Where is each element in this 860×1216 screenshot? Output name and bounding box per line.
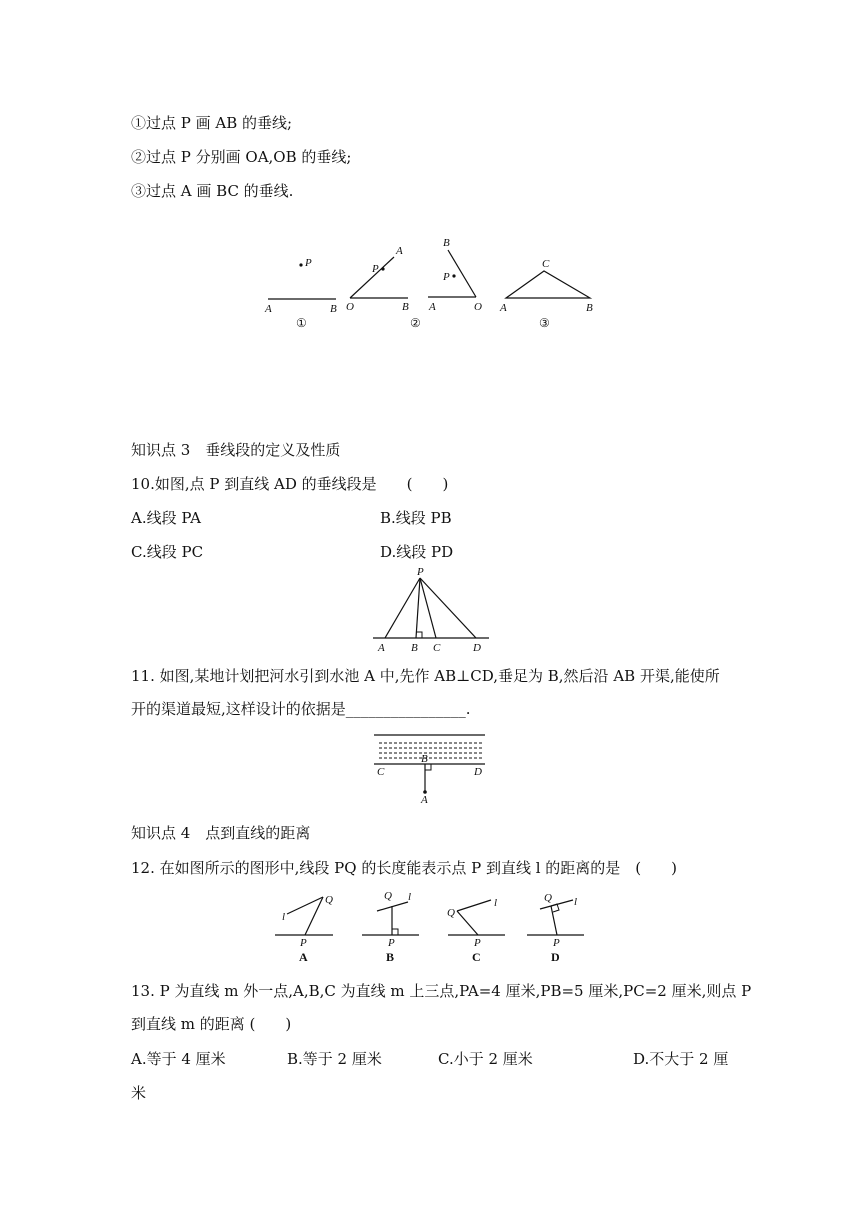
- svg-text:②: ②: [410, 316, 421, 330]
- q9-fig2b-ray-ob: [448, 250, 476, 297]
- section-3-title: 知识点 3 垂线段的定义及性质: [131, 441, 341, 459]
- svg-text:P: P: [553, 937, 560, 949]
- q9-figure: [0, 235, 860, 345]
- svg-text:B: B: [402, 301, 409, 313]
- q13-line-2: 到直线 m 的距离 ( ): [131, 1015, 292, 1033]
- svg-text:P: P: [417, 566, 424, 578]
- q9-item-2: ②过点 P 分别画 OA,OB 的垂线;: [131, 148, 352, 166]
- q11-line-1: 11. 如图,某地计划把河水引到水池 A 中,先作 AB⊥CD,垂足为 B,然后沿 AB 开渠,能使所: [131, 667, 720, 685]
- svg-text:C: C: [433, 642, 441, 654]
- svg-text:A: A: [396, 245, 403, 257]
- svg-text:B: B: [443, 237, 450, 249]
- q10-option-b: B.线段 PB: [380, 509, 452, 527]
- q10-figure: [0, 565, 860, 655]
- q10-option-a: A.线段 PA: [131, 509, 201, 527]
- q10-stem: 10.如图,点 P 到直线 AD 的垂线段是 ( ): [131, 475, 449, 493]
- svg-text:B: B: [411, 642, 418, 654]
- svg-text:A: A: [429, 301, 436, 313]
- q13-option-c: C.小于 2 厘米: [438, 1050, 533, 1068]
- svg-text:A: A: [299, 950, 308, 964]
- svg-text:B: B: [386, 950, 395, 964]
- svg-text:B: B: [421, 753, 428, 765]
- svg-text:l: l: [574, 896, 578, 908]
- q13-line-1: 13. P 为直线 m 外一点,A,B,C 为直线 m 上三点,PA=4 厘米,PB=5 厘米,PC=2 厘米,则点 P: [131, 982, 752, 1000]
- svg-text:C: C: [377, 766, 385, 778]
- q9-fig1-label-p: P: [305, 257, 312, 269]
- q11-line-2: 开的渠道最短,这样设计的依据是________________.: [131, 700, 471, 718]
- q13-option-a: A.等于 4 厘米: [131, 1050, 226, 1068]
- q10-option-c: C.线段 PC: [131, 543, 204, 561]
- svg-text:P: P: [300, 937, 307, 949]
- svg-text:A: A: [500, 302, 507, 314]
- svg-text:l: l: [282, 911, 286, 923]
- svg-text:D: D: [473, 642, 481, 654]
- svg-text:P: P: [372, 263, 379, 275]
- svg-text:Q: Q: [544, 892, 552, 904]
- svg-text:O: O: [346, 301, 354, 313]
- svg-text:Q: Q: [384, 890, 392, 902]
- svg-text:A: A: [421, 794, 428, 806]
- svg-text:O: O: [474, 301, 482, 313]
- q12-stem: 12. 在如图所示的图形中,线段 PQ 的长度能表示点 P 到直线 l 的距离的是 ( ): [131, 859, 677, 877]
- q9-item-3: ③过点 A 画 BC 的垂线.: [131, 182, 294, 200]
- q9-fig1-point-p: [299, 263, 302, 266]
- svg-text:P: P: [388, 937, 395, 949]
- q13-option-d-tail: 米: [131, 1084, 147, 1102]
- svg-text:B: B: [586, 302, 593, 314]
- q13-option-d: D.不大于 2 厘: [633, 1050, 729, 1068]
- svg-text:Q: Q: [325, 894, 333, 906]
- svg-text:l: l: [494, 897, 498, 909]
- svg-text:Q: Q: [447, 907, 455, 919]
- svg-text:P: P: [474, 937, 481, 949]
- svg-text:l: l: [408, 891, 412, 903]
- svg-text:①: ①: [296, 316, 307, 330]
- svg-text:③: ③: [539, 316, 550, 330]
- svg-text:D: D: [551, 950, 560, 964]
- svg-text:B: B: [330, 303, 337, 315]
- svg-text:C: C: [472, 950, 481, 964]
- q12-figure: [0, 885, 860, 965]
- svg-text:D: D: [474, 766, 482, 778]
- svg-text:P: P: [443, 271, 450, 283]
- q11-figure: [0, 728, 860, 828]
- q10-option-d: D.线段 PD: [380, 543, 454, 561]
- section-4-title: 知识点 4 点到直线的距离: [131, 824, 311, 842]
- q9-fig3-triangle: [506, 271, 590, 298]
- q9-item-1: ①过点 P 画 AB 的垂线;: [131, 114, 293, 132]
- svg-text:A: A: [378, 642, 385, 654]
- svg-text:C: C: [542, 258, 550, 270]
- svg-text:A: A: [265, 303, 272, 315]
- q13-option-b: B.等于 2 厘米: [287, 1050, 382, 1068]
